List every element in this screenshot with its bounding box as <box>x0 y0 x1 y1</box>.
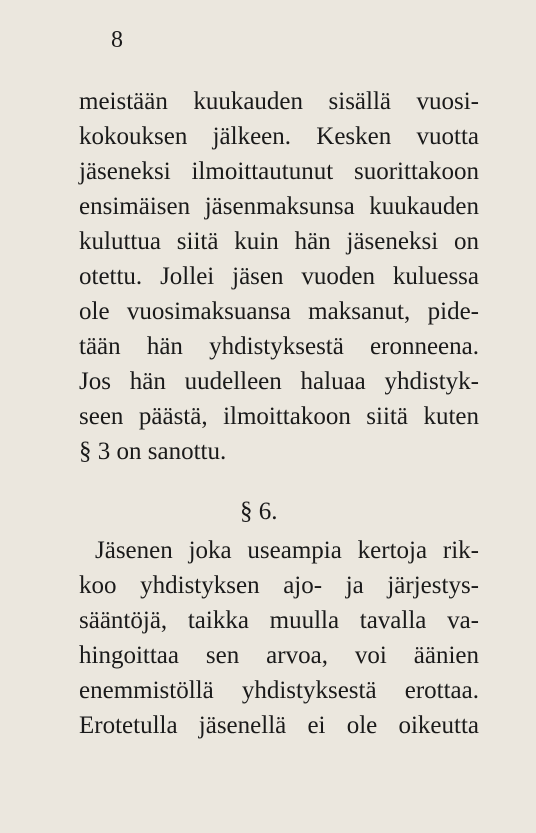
text-line: meistään kuukauden sisällä vuosi- <box>79 88 479 115</box>
paragraph-expulsion <box>79 533 479 743</box>
text-line: hingoittaa sen arvoa, voi äänien <box>79 642 479 669</box>
text-line: tään hän yhdistyksestä eronneena. <box>79 333 479 360</box>
text-line: Erotetulla jäsenellä ei ole oikeutta <box>79 712 479 739</box>
text-line: enemmistöllä yhdistyksestä erottaa. <box>79 677 479 704</box>
text-line: Jos hän uudelleen haluaa yhdistyk- <box>79 368 479 395</box>
text-line: ole vuosimaksuansa maksanut, pide- <box>79 298 479 325</box>
text-line: § 3 on sanottu. <box>79 438 227 465</box>
text-line: koo yhdistyksen ajo- ja järjestys- <box>79 572 479 599</box>
page-number: 8 <box>111 27 123 53</box>
text-line: Jäsenen joka useampia kertoja rik- <box>95 537 479 564</box>
text-line: jäseneksi ilmoittautunut suorittakoon <box>79 158 479 185</box>
text-line: seen päästä, ilmoittakoon siitä kuten <box>79 403 479 430</box>
text-line: ensimäisen jäsenmaksunsa kuukauden <box>79 193 479 220</box>
text-line: sääntöjä, taikka muulla tavalla va- <box>79 607 479 634</box>
paragraph-membership-fees <box>79 84 479 469</box>
text-line: kuluttua siitä kuin hän jäseneksi on <box>79 228 479 255</box>
text-line: otettu. Jollei jäsen vuoden kuluessa <box>79 263 479 290</box>
text-line: kokouksen jälkeen. Kesken vuotta <box>79 123 479 150</box>
section-heading: § 6. <box>240 498 278 525</box>
